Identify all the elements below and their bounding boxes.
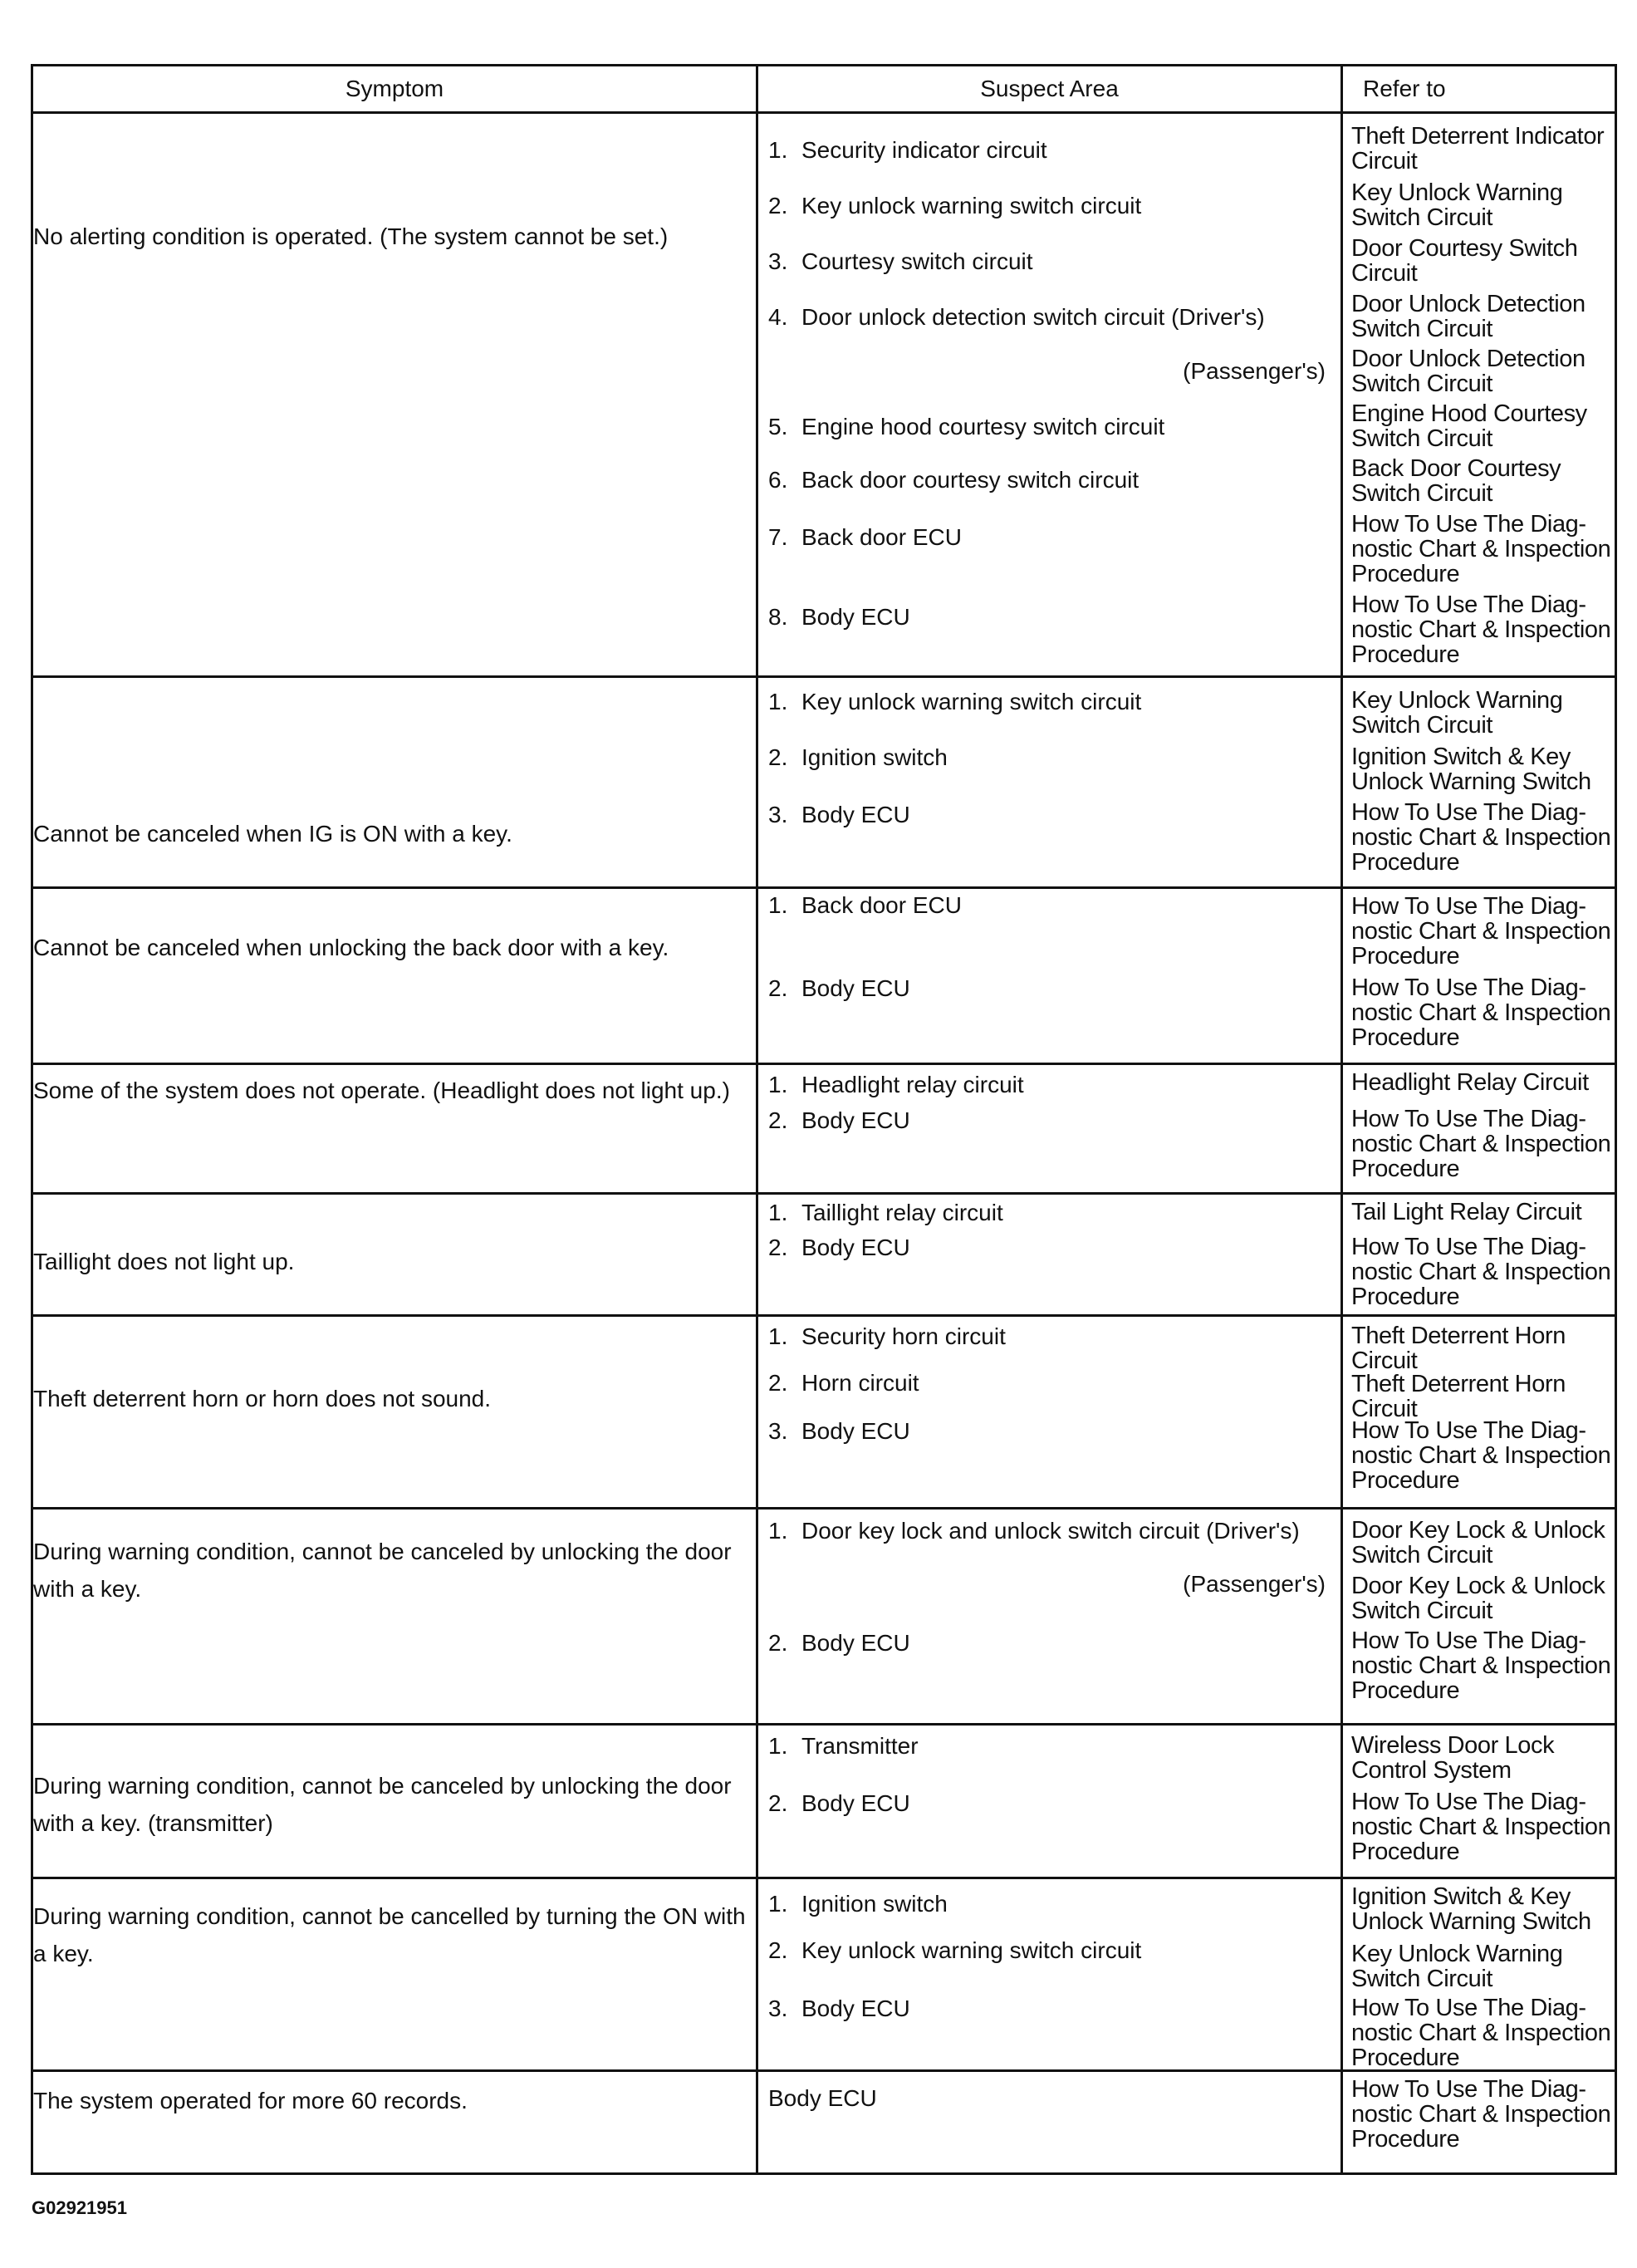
refer-to-text: How To Use The Diag- nostic Chart & Inspection Procedure [1351,799,1611,876]
suspect-area-cell [757,1725,1342,1878]
refer-to-text: Key Unlock Warning Switch Circuit [1351,687,1563,739]
refer-to-text: Tail Light Relay Circuit [1351,1199,1582,1225]
refer-to-text: How To Use The Diag- nostic Chart & Inspection Procedure [1351,1995,1611,2071]
suspect-number: 1. [768,137,788,163]
symptom-cell: Cannot be canceled when IG is ON with a key. [32,677,757,888]
suspect-text: Key unlock warning switch circuit [801,193,1142,218]
suspect-number: 1. [768,892,788,918]
refer-to-text: How To Use The Diag- nostic Chart & Inspection Procedure [1351,2076,1611,2153]
suspect-text: Headlight relay circuit [801,1072,1024,1097]
symptom-cell: Cannot be canceled when unlocking the back door with a key. [32,888,757,1064]
table-row [32,1878,1616,2071]
refer-to-text: How To Use The Diag- nostic Chart & Inspection Procedure [1351,1234,1611,1310]
refer-to-text: Back Door Courtesy Switch Circuit [1351,455,1561,507]
suspect-text: Horn circuit [801,1370,919,1396]
suspect-number: 1. [768,1733,788,1759]
suspect-text: Body ECU [801,1996,910,2021]
table-row [32,1509,1616,1725]
suspect-number: 1. [768,1518,788,1544]
suspect-number: 6. [768,467,788,493]
suspect-text: Ignition switch [801,744,948,770]
refer-to-cell [1342,1194,1616,1316]
refer-to-text: Wireless Door Lock Control System [1351,1732,1555,1784]
suspect-number: 2. [768,1937,788,1963]
suspect-number: 3. [768,1418,788,1444]
refer-to-text: How To Use The Diag- nostic Chart & Inspection Procedure [1351,592,1611,668]
suspect-text: Back door ECU [801,892,962,918]
suspect-text: Back door ECU [801,524,962,550]
table-row [32,1316,1616,1509]
refer-to-cell [1342,1878,1616,2071]
suspect-text: Body ECU [801,802,910,827]
suspect-number: 3. [768,248,788,274]
suspect-number: 2. [768,1235,788,1260]
suspect-number: 2. [768,744,788,770]
suspect-text: Ignition switch [801,1891,948,1917]
suspect-area-cell [757,1194,1342,1316]
suspect-text: Body ECU [801,1107,910,1133]
refer-to-text: Ignition Switch & Key Unlock Warning Switch [1351,1883,1591,1935]
suspect-text: Key unlock warning switch circuit [801,689,1142,714]
refer-to-text: Door Key Lock & Unlock Switch Circuit [1351,1573,1605,1624]
suspect-text: Body ECU [768,2085,877,2111]
table-row [32,113,1616,677]
refer-to-text: Headlight Relay Circuit [1351,1069,1589,1096]
symptom-cell: During warning condition, cannot be canceled by unlocking the door with a key. [32,1509,757,1725]
suspect-number: 3. [768,1996,788,2021]
suspect-area-cell [757,888,1342,1064]
suspect-area-cell [757,1316,1342,1509]
suspect-number: 8. [768,604,788,630]
suspect-text: Courtesy switch circuit [801,248,1033,274]
refer-to-text: How To Use The Diag- nostic Chart & Inspection Procedure [1351,1417,1611,1494]
suspect-number: 2. [768,1107,788,1133]
table-row [32,677,1616,888]
refer-to-cell [1342,2071,1616,2174]
table-row [32,2071,1616,2174]
suspect-passenger-text: (Passenger's) [1183,358,1326,384]
suspect-passenger-text: (Passenger's) [1183,1571,1326,1597]
suspect-area-cell [757,1878,1342,2071]
troubleshooting-table [31,64,1617,2175]
refer-to-text: Engine Hood Courtesy Switch Circuit [1351,400,1587,452]
refer-to-text: Theft Deterrent Horn Circuit [1351,1371,1566,1422]
symptom-cell: During warning condition, cannot be canceled by unlocking the door with a key. (transmitter) [32,1725,757,1878]
refer-to-text: Door Unlock Detection Switch Circuit [1351,291,1586,342]
header-symptom: Symptom [32,66,757,113]
symptom-cell: Some of the system does not operate. (Headlight does not light up.) [32,1064,757,1194]
suspect-number: 2. [768,1790,788,1816]
suspect-number: 1. [768,1200,788,1225]
suspect-area-cell [757,113,1342,677]
suspect-text: Taillight relay circuit [801,1200,1003,1225]
suspect-text: Transmitter [801,1733,919,1759]
suspect-text: Body ECU [801,1418,910,1444]
refer-to-text: How To Use The Diag- nostic Chart & Inspection Procedure [1351,1789,1611,1865]
suspect-text: Door key lock and unlock switch circuit (Driver's) [801,1518,1300,1544]
refer-to-text: How To Use The Diag- nostic Chart & Inspection Procedure [1351,511,1611,587]
symptom-cell: Taillight does not light up. [32,1194,757,1316]
refer-to-cell [1342,1316,1616,1509]
suspect-area-cell [757,1064,1342,1194]
suspect-number: 5. [768,414,788,439]
refer-to-cell [1342,113,1616,677]
suspect-number: 1. [768,1323,788,1349]
refer-to-text: Door Unlock Detection Switch Circuit [1351,346,1586,397]
suspect-area-cell [757,677,1342,888]
figure-code: G02921951 [32,2197,127,2218]
symptom-cell: No alerting condition is operated. (The system cannot be set.) [32,113,757,677]
suspect-number: 2. [768,193,788,218]
refer-to-text: Theft Deterrent Horn Circuit [1351,1323,1566,1374]
header-suspect-area: Suspect Area [757,66,1342,113]
table-row [32,1725,1616,1878]
suspect-text: Security indicator circuit [801,137,1047,163]
suspect-number: 2. [768,1370,788,1396]
suspect-text: Body ECU [801,1235,910,1260]
suspect-number: 7. [768,524,788,550]
refer-to-cell [1342,1509,1616,1725]
suspect-number: 1. [768,1891,788,1917]
refer-to-text: Ignition Switch & Key Unlock Warning Switch [1351,744,1591,795]
table-header-row [32,66,1616,113]
suspect-text: Key unlock warning switch circuit [801,1937,1142,1963]
suspect-number: 3. [768,802,788,827]
suspect-text: Body ECU [801,975,910,1001]
suspect-area-cell [757,1509,1342,1725]
header-refer-to: Refer to [1342,66,1616,113]
symptom-cell: During warning condition, cannot be cancelled by turning the ON with a key. [32,1878,757,2071]
suspect-number: 4. [768,304,788,330]
refer-to-cell [1342,888,1616,1064]
refer-to-text: Key Unlock Warning Switch Circuit [1351,1941,1563,1992]
suspect-text: Door unlock detection switch circuit (Driver's) [801,304,1265,330]
symptom-cell: Theft deterrent horn or horn does not sound. [32,1316,757,1509]
suspect-number: 1. [768,1072,788,1097]
suspect-text: Body ECU [801,1790,910,1816]
refer-to-text: How To Use The Diag- nostic Chart & Inspection Procedure [1351,974,1611,1051]
suspect-number: 1. [768,689,788,714]
suspect-number: 2. [768,975,788,1001]
refer-to-cell [1342,677,1616,888]
refer-to-text: How To Use The Diag- nostic Chart & Inspection Procedure [1351,1106,1611,1182]
suspect-text: Body ECU [801,1630,910,1656]
refer-to-cell [1342,1064,1616,1194]
refer-to-text: Door Courtesy Switch Circuit [1351,235,1578,287]
suspect-text: Back door courtesy switch circuit [801,467,1140,493]
refer-to-text: How To Use The Diag- nostic Chart & Inspection Procedure [1351,893,1611,970]
table-row [32,1194,1616,1316]
suspect-number: 2. [768,1630,788,1656]
table-row [32,888,1616,1064]
suspect-text: Engine hood courtesy switch circuit [801,414,1165,439]
refer-to-text: Key Unlock Warning Switch Circuit [1351,179,1563,231]
refer-to-text: Theft Deterrent Indicator Circuit [1351,123,1605,174]
suspect-text: Security horn circuit [801,1323,1006,1349]
symptom-cell: The system operated for more 60 records. [32,2071,757,2174]
table-row [32,1064,1616,1194]
suspect-text: Body ECU [801,604,910,630]
refer-to-cell [1342,1725,1616,1878]
suspect-area-cell [757,2071,1342,2174]
refer-to-text: Door Key Lock & Unlock Switch Circuit [1351,1517,1605,1568]
refer-to-text: How To Use The Diag- nostic Chart & Inspection Procedure [1351,1627,1611,1704]
